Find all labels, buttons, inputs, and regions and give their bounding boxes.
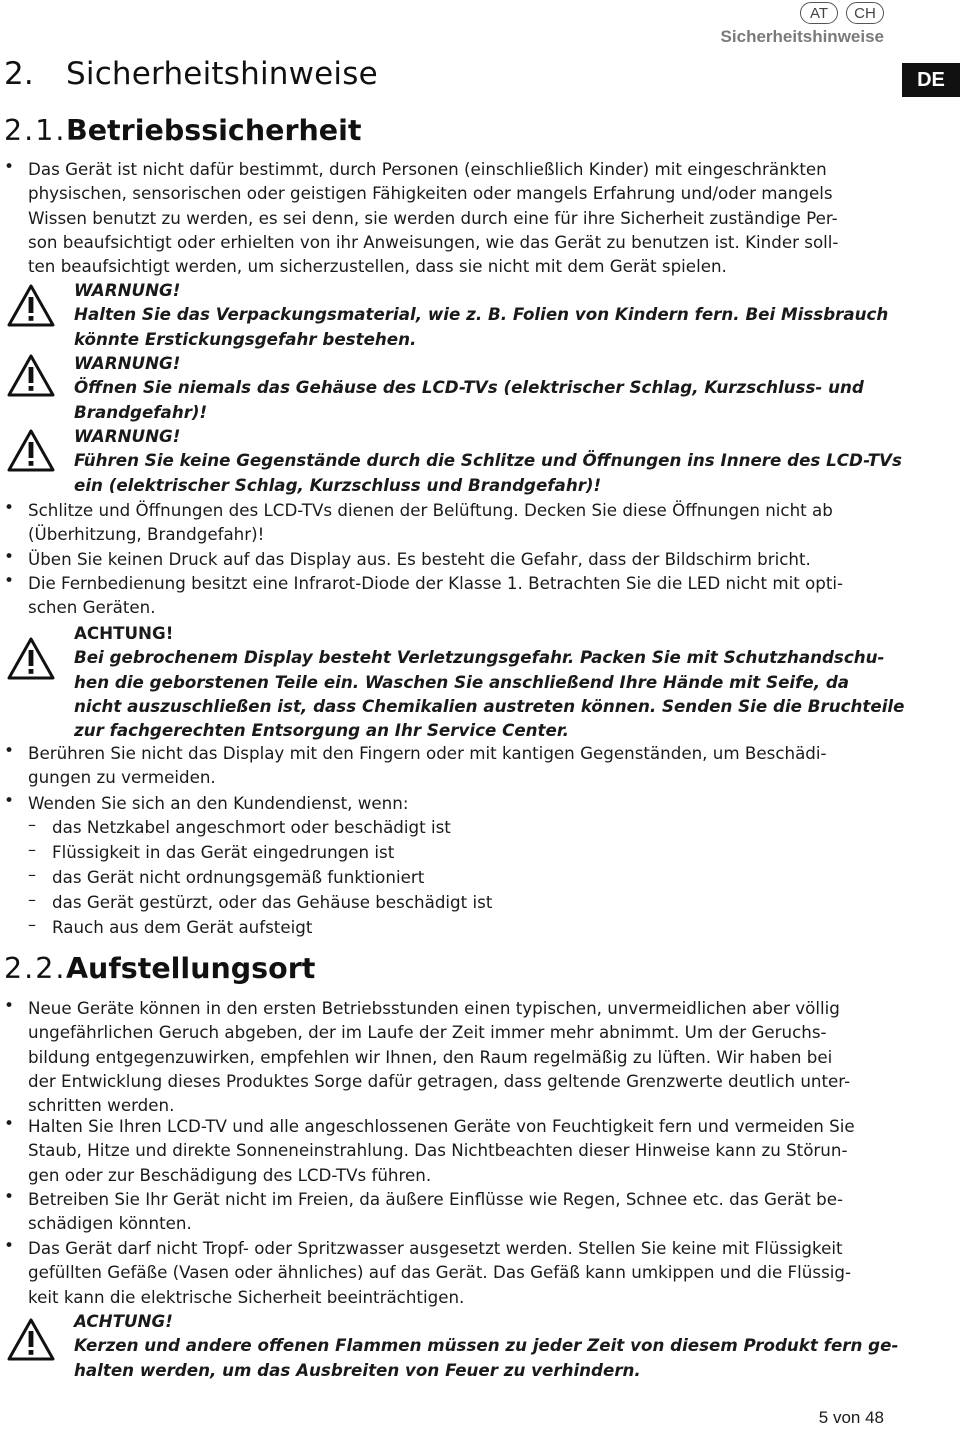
list-item — [52, 890, 912, 914]
caution-label: ACHTUNG! — [74, 1311, 173, 1331]
warning-label: WARNUNG! — [74, 353, 181, 373]
page-number: 5 von 48 — [818, 1408, 884, 1427]
country-badge-ch: CH — [846, 2, 884, 24]
text-line: gen oder zur Beschädigung des LCD-TVs führen. — [28, 1164, 432, 1185]
bullet-marker: • — [4, 1236, 15, 1256]
text-line: keit kann die elektrische Sicherheit beeinträchtigen. — [28, 1286, 465, 1307]
caution-text: zur fachgerechten Entsorgung an Ihr Service Center. — [74, 720, 570, 741]
country-badge-at: AT — [800, 2, 838, 24]
caution-block — [74, 1309, 904, 1382]
paragraph — [28, 498, 888, 547]
warning-text: könnte Erstickungsgefahr bestehen. — [74, 328, 417, 349]
subsection-title: Aufstellungsort — [66, 952, 316, 985]
bullet-marker: • — [4, 547, 15, 567]
text-line: Üben Sie keinen Druck auf das Display aus. Es besteht die Gefahr, dass der Bildschirm bricht. — [28, 549, 811, 569]
warning-block — [74, 278, 904, 351]
text-line: Staub, Hitze und direkte Sonneneinstrahlung. Das Nichtbeachten dieser Hinweise kann zu Störun- — [28, 1140, 848, 1161]
text-line: (Überhitzung, Brandgefahr)! — [28, 524, 265, 545]
warning-triangle-icon — [6, 428, 56, 473]
list-item-text: das Netzkabel angeschmort oder beschädigt ist — [52, 817, 451, 837]
dash-marker: – — [28, 915, 36, 934]
warning-text: ein (elektrischer Schlag, Kurzschluss und Brandgefahr)! — [74, 474, 602, 495]
dash-marker: – — [28, 890, 36, 909]
subsection-heading-betriebssicherheit — [4, 114, 362, 147]
text-line: gungen zu vermeiden. — [28, 767, 216, 788]
warning-label: WARNUNG! — [74, 426, 181, 446]
text-line: physischen, sensorischen oder geistigen Fähigkeiten oder mangels Erfahrung und/oder mangels — [28, 183, 833, 204]
text-line: son beaufsichtigt oder erhielten von ihr Anweisungen, wie das Gerät zu benutzen ist. Kinder soll- — [28, 231, 839, 252]
caution-label: ACHTUNG! — [74, 623, 174, 643]
warning-triangle-icon — [6, 353, 56, 398]
warning-text: Führen Sie keine Gegenstände durch die Schlitze und Öffnungen ins Innere des LCD-TVs — [74, 450, 902, 471]
paragraph — [28, 791, 888, 815]
warning-triangle-icon — [6, 636, 56, 681]
bullet-marker: • — [4, 1187, 15, 1207]
bullet-marker: • — [4, 741, 15, 761]
caution-text: hen die geborstenen Teile ein. Waschen Sie anschließend Ihre Hände mit Seife, da — [74, 671, 850, 692]
text-line: der Entwicklung dieses Produktes Sorge dafür getragen, dass geltende Grenzwerte deutlich unter- — [28, 1070, 851, 1091]
text-line: Neue Geräte können in den ersten Betriebsstunden einen typischen, unvermeidlichen aber völlig — [28, 998, 840, 1018]
text-line: bildung entgegenzuwirken, empfehlen wir Ihnen, den Raum regelmäßig zu lüften. Wir haben bei — [28, 1046, 833, 1067]
warning-block — [74, 351, 904, 424]
bullet-marker: • — [4, 571, 15, 591]
warning-text: Halten Sie das Verpackungsmaterial, wie z. B. Folien von Kindern fern. Bei Missbrauch — [74, 304, 889, 325]
text-line: Wenden Sie sich an den Kundendienst, wenn: — [28, 793, 409, 813]
list-item — [52, 815, 912, 839]
running-title: Sicherheitshinweise — [720, 27, 884, 46]
text-line: ten beaufsichtigt werden, um sicherzustellen, dass sie nicht mit dem Gerät spielen. — [28, 256, 727, 277]
list-item-text: das Gerät gestürzt, oder das Gehäuse beschädigt ist — [52, 892, 493, 912]
text-line: Berühren Sie nicht das Display mit den Fingern oder mit kantigen Gegenständen, um Beschädi- — [28, 743, 827, 763]
list-item — [52, 865, 912, 889]
bullet-marker: • — [4, 498, 15, 518]
paragraph — [28, 1187, 888, 1236]
text-line: Das Gerät darf nicht Tropf- oder Spritzwasser ausgesetzt werden. Stellen Sie keine mit Flüssigkeit — [28, 1238, 843, 1258]
warning-block — [74, 424, 904, 497]
section-number: 2. — [4, 56, 34, 92]
list-item-text: Rauch aus dem Gerät aufsteigt — [52, 917, 313, 937]
list-item-text: Flüssigkeit in das Gerät eingedrungen ist — [52, 842, 395, 862]
language-tab: DE — [902, 63, 960, 97]
bullet-marker: • — [4, 157, 15, 177]
section-heading — [4, 56, 378, 92]
caution-block — [74, 621, 904, 742]
subsection-title: Betriebssicherheit — [66, 114, 362, 147]
text-line: Wissen benutzt zu werden, es sei denn, sie werden durch eine für ihre Sicherheit zuständige Per- — [28, 207, 838, 228]
bullet-marker: • — [4, 791, 15, 811]
caution-text: nicht auszuschließen ist, dass Chemikalien austreten können. Senden Sie die Bruchteile — [74, 695, 905, 716]
text-line: Das Gerät ist nicht dafür bestimmt, durch Personen (einschließlich Kinder) mit eingeschränkten — [28, 159, 827, 179]
warning-triangle-icon — [6, 1317, 56, 1362]
bullet-marker: • — [4, 996, 15, 1016]
list-item-text: das Gerät nicht ordnungsgemäß funktioniert — [52, 867, 425, 887]
paragraph — [28, 1236, 888, 1309]
warning-text: Brandgefahr)! — [74, 401, 208, 422]
paragraph — [28, 996, 888, 1117]
text-line: schen Geräten. — [28, 597, 156, 618]
paragraph — [28, 157, 888, 278]
text-line: Die Fernbedienung besitzt eine Infrarot-Diode der Klasse 1. Betrachten Sie die LED nicht mit opti- — [28, 573, 844, 593]
text-line: schritten werden. — [28, 1095, 175, 1116]
dash-marker: – — [28, 840, 36, 859]
text-line: gefüllten Gefäße (Vasen oder ähnliches) auf das Gerät. Das Gefäß kann umkippen und die Flüssig- — [28, 1262, 852, 1283]
paragraph — [28, 547, 888, 571]
text-line: schädigen könnten. — [28, 1213, 192, 1234]
dash-marker: – — [28, 815, 36, 834]
section-title: Sicherheitshinweise — [66, 56, 378, 92]
paragraph — [28, 1114, 888, 1187]
caution-text: Bei gebrochenem Display besteht Verletzungsgefahr. Packen Sie mit Schutzhandschu- — [74, 647, 885, 668]
dash-marker: – — [28, 865, 36, 884]
subsection-heading-aufstellungsort — [4, 952, 315, 985]
list-item — [52, 840, 912, 864]
paragraph — [28, 571, 888, 620]
text-line: ungefährlichen Geruch abgeben, der im Laufe der Zeit immer mehr abnimmt. Um der Geruchs- — [28, 1022, 827, 1043]
warning-label: WARNUNG! — [74, 280, 181, 300]
text-line: Betreiben Sie Ihr Gerät nicht im Freien, da äußere Einflüsse wie Regen, Schnee etc. das Gerät be- — [28, 1189, 843, 1209]
paragraph — [28, 741, 888, 790]
warning-triangle-icon — [6, 283, 56, 328]
text-line: Schlitze und Öffnungen des LCD-TVs dienen der Belüftung. Decken Sie diese Öffnungen nicht ab — [28, 500, 833, 520]
list-item — [52, 915, 912, 939]
subsection-number: 2.2. — [4, 952, 67, 985]
bullet-marker: • — [4, 1114, 15, 1134]
warning-text: Öffnen Sie niemals das Gehäuse des LCD-TVs (elektrischer Schlag, Kurzschluss- und — [74, 377, 864, 398]
caution-text: halten werden, um das Ausbreiten von Feuer zu verhindern. — [74, 1359, 641, 1380]
text-line: Halten Sie Ihren LCD-TV und alle angeschlossenen Geräte von Feuchtigkeit fern und vermeiden Sie — [28, 1116, 855, 1136]
subsection-number: 2.1. — [4, 114, 67, 147]
caution-text: Kerzen und andere offenen Flammen müssen zu jeder Zeit von diesem Produkt fern ge- — [74, 1335, 899, 1356]
